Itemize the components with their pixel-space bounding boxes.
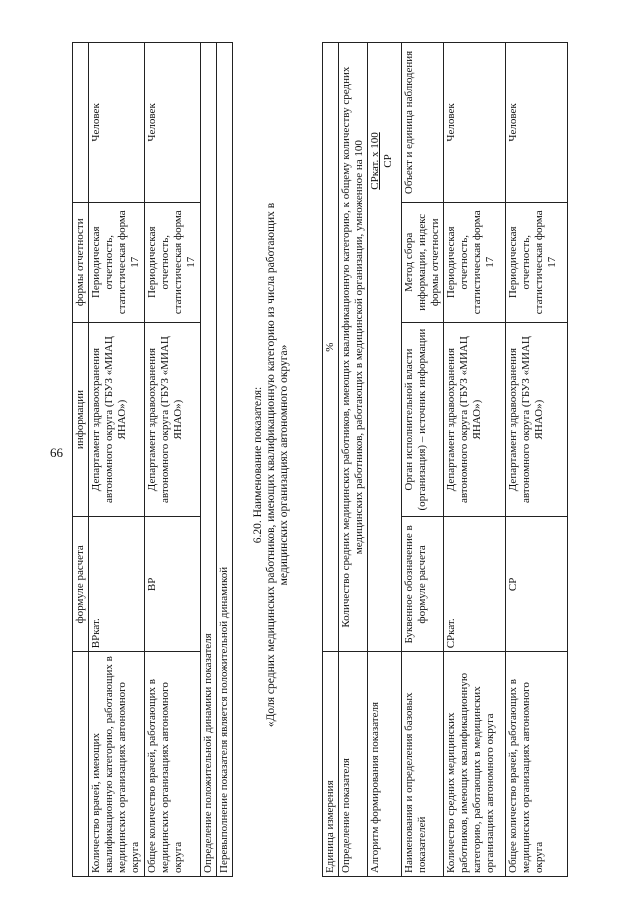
table-cell: Человек bbox=[89, 43, 145, 203]
table-row bbox=[339, 43, 368, 877]
table-cell: ВРкат. bbox=[89, 517, 145, 652]
base-label: Наименования и определения базовых показателей bbox=[402, 652, 444, 877]
table-cell: Департамент здравоохранения автономного округа (ГБУЗ «МИАЦ ЯНАО») bbox=[444, 322, 506, 517]
table-cell: Общее количество врачей, работающих в медицинских организациях автономного округа bbox=[145, 652, 201, 877]
col-header: Метод сбора информации, индекс формы отчетности bbox=[402, 202, 444, 322]
table-cell: ВР bbox=[145, 517, 201, 652]
unit-label: Единица измерения bbox=[323, 652, 339, 877]
header-cell: формуле расчета bbox=[73, 517, 89, 652]
table-cell: Количество врачей, имеющих квалификационную категорию, работающих в медицинских организациях автономного округа bbox=[89, 652, 145, 877]
table-cell: СР bbox=[506, 517, 568, 652]
header-cell: информации bbox=[73, 322, 89, 517]
dynamics-value: Перевыполнение показателя является положительной динамикой bbox=[217, 43, 233, 877]
table-cell: Человек bbox=[506, 43, 568, 203]
formula-cell bbox=[368, 43, 402, 652]
col-header: Буквенное обозначение в формуле расчета bbox=[402, 517, 444, 652]
table-row bbox=[89, 43, 145, 877]
dynamics-label: Определение положительной динамики показателя bbox=[201, 43, 217, 877]
table-row bbox=[145, 43, 201, 877]
table-row bbox=[444, 43, 506, 877]
col-header: Орган исполнительной власти (организация) – источник информации bbox=[402, 322, 444, 517]
table-header-row bbox=[402, 43, 444, 877]
table-cell: СРкат. bbox=[444, 517, 506, 652]
table-row bbox=[323, 43, 339, 877]
table-row bbox=[201, 43, 217, 877]
table-cell: Человек bbox=[145, 43, 201, 203]
formula-denominator: СР bbox=[382, 154, 394, 168]
page-number: 66 bbox=[50, 445, 63, 460]
definition-value: Количество средних медицинских работников, имеющих квалификационную категорию, к общему количеству средних медицинских работников, работающих в медицинской организации, умноженное на 100 bbox=[339, 43, 368, 652]
table-cell: Департамент здравоохранения автономного округа (ГБУЗ «МИАЦ ЯНАО») bbox=[145, 322, 201, 517]
table-cell: Общее количество врачей, работающих в медицинских организациях автономного округа bbox=[506, 652, 568, 877]
header-cell bbox=[73, 652, 89, 877]
table-cell: Количество средних медицинских работников, имеющих квалификационную категорию, работающих в медицинских организациях автономного округа bbox=[444, 652, 506, 877]
col-header: Объект и единица наблюдения bbox=[402, 43, 444, 203]
table-cell: Человек bbox=[444, 43, 506, 203]
table-cell: Периодическая отчетность, статистическая форма 17 bbox=[145, 202, 201, 322]
unit-value: % bbox=[323, 43, 339, 652]
table-cell: Департамент здравоохранения автономного округа (ГБУЗ «МИАЦ ЯНАО») bbox=[89, 322, 145, 517]
definition-label: Определение показателя bbox=[339, 652, 368, 877]
table-cell: Периодическая отчетность, статистическая форма 17 bbox=[444, 202, 506, 322]
section-indicator-title: «Доля средних медицинских работников, имеющих квалификационную категорию из числа работающих в медицинских организациях автономного округа» bbox=[265, 202, 290, 728]
table-header-row bbox=[73, 43, 89, 877]
section-number-title: 6.20. Наименование показателя: bbox=[252, 386, 264, 544]
table-row bbox=[217, 43, 233, 877]
section-heading bbox=[252, 185, 291, 745]
algorithm-label: Алгоритм формирования показателя bbox=[368, 652, 402, 877]
formula-numerator: СРкат. х 100 bbox=[369, 132, 381, 190]
indicator-table-top bbox=[72, 42, 233, 877]
header-cell bbox=[73, 43, 89, 203]
table-row bbox=[368, 43, 402, 877]
table-cell: Периодическая отчетность, статистическая форма 17 bbox=[89, 202, 145, 322]
header-cell: формы отчетности bbox=[73, 202, 89, 322]
table-cell: Периодическая отчетность, статистическая форма 17 bbox=[506, 202, 568, 322]
table-row bbox=[506, 43, 568, 877]
indicator-table-main bbox=[322, 42, 568, 877]
table-cell: Департамент здравоохранения автономного округа (ГБУЗ «МИАЦ ЯНАО») bbox=[506, 322, 568, 517]
